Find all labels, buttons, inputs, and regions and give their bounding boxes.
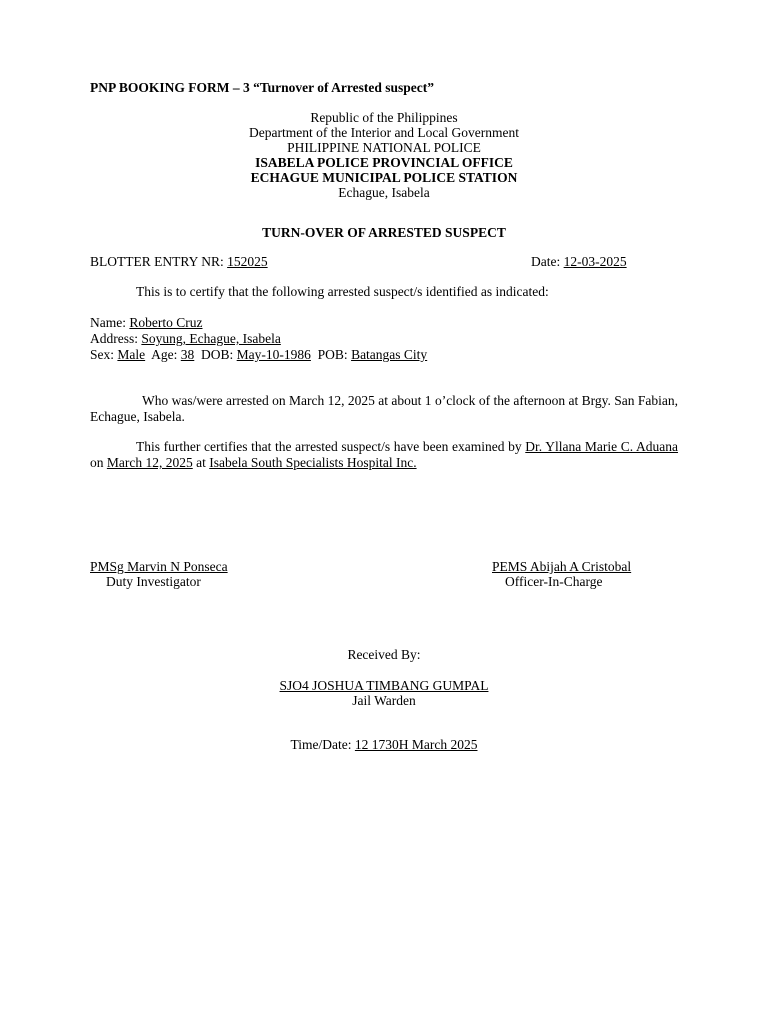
blotter-number: 152025: [227, 254, 268, 269]
blotter-date: [531, 254, 627, 269]
name-label: Name:: [90, 315, 126, 330]
duty-investigator-name: PMSg Marvin N Ponseca: [90, 559, 228, 574]
arrest-paragraph: Who was/were arrested on March 12, 2025 at about 1 o’clock of the afternoon at Brgy. San Fabian, Echague, Isabela.: [90, 393, 678, 424]
header-line-station: ECHAGUE MUNICIPAL POLICE STATION: [250, 170, 518, 185]
examination-paragraph: [90, 439, 678, 471]
suspect-address: Soyung, Echague, Isabela: [141, 331, 281, 346]
received-by-label: Received By:: [347, 647, 421, 662]
sex-label: Sex:: [90, 347, 115, 362]
time-date-label: Time/Date:: [290, 737, 352, 752]
age-label: Age:: [151, 347, 178, 362]
suspect-name: Roberto Cruz: [129, 315, 203, 330]
examining-doctor: Dr. Yllana Marie C. Aduana: [525, 439, 679, 454]
dob-label: DOB:: [201, 347, 234, 362]
date-label: Date:: [531, 254, 561, 269]
time-date-value: 12 1730H March 2025: [354, 737, 478, 752]
suspect-address-line: [90, 331, 281, 346]
header-line-location: Echague, Isabela: [338, 185, 430, 200]
received-by-name-wrap: [0, 678, 768, 693]
suspect-profile-line: [90, 347, 427, 362]
jail-warden-title: Jail Warden: [352, 693, 416, 708]
header-line-pnp: PHILIPPINE NATIONAL POLICE: [287, 140, 481, 155]
document-title: TURN-OVER OF ARRESTED SUSPECT: [262, 225, 506, 240]
address-label: Address:: [90, 331, 138, 346]
suspect-dob: May-10-1986: [236, 347, 311, 362]
pob-label: POB:: [317, 347, 348, 362]
exam-date: March 12, 2025: [106, 455, 193, 470]
suspect-pob: Batangas City: [351, 347, 428, 362]
header-line-provincial-office: ISABELA POLICE PROVINCIAL OFFICE: [255, 155, 513, 170]
exam-prefix: This further certifies that the arrested suspect/s have been examined by: [136, 439, 522, 454]
time-date-line: [0, 737, 768, 752]
date-value: 12-03-2025: [563, 254, 627, 269]
duty-investigator-title: Duty Investigator: [106, 574, 201, 589]
jail-warden-name: SJO4 JOSHUA TIMBANG GUMPAL: [279, 678, 489, 693]
exam-on: on: [90, 455, 104, 470]
form-title: PNP BOOKING FORM – 3 “Turnover of Arrested suspect”: [90, 80, 434, 95]
exam-at: at: [196, 455, 206, 470]
blotter-label: BLOTTER ENTRY NR:: [90, 254, 224, 269]
certify-statement: This is to certify that the following arrested suspect/s identified as indicated:: [136, 284, 549, 299]
officer-in-charge-title: Officer-In-Charge: [505, 574, 603, 589]
suspect-name-line: [90, 315, 203, 330]
officer-in-charge-name: PEMS Abijah A Cristobal: [492, 559, 632, 574]
blotter-entry: [90, 254, 268, 269]
header-line-republic: Republic of the Philippines: [310, 110, 458, 125]
suspect-sex: Male: [117, 347, 146, 362]
header-line-dilg: Department of the Interior and Local Government: [249, 125, 519, 140]
exam-hospital: Isabela South Specialists Hospital Inc.: [209, 455, 417, 470]
suspect-age: 38: [180, 347, 195, 362]
